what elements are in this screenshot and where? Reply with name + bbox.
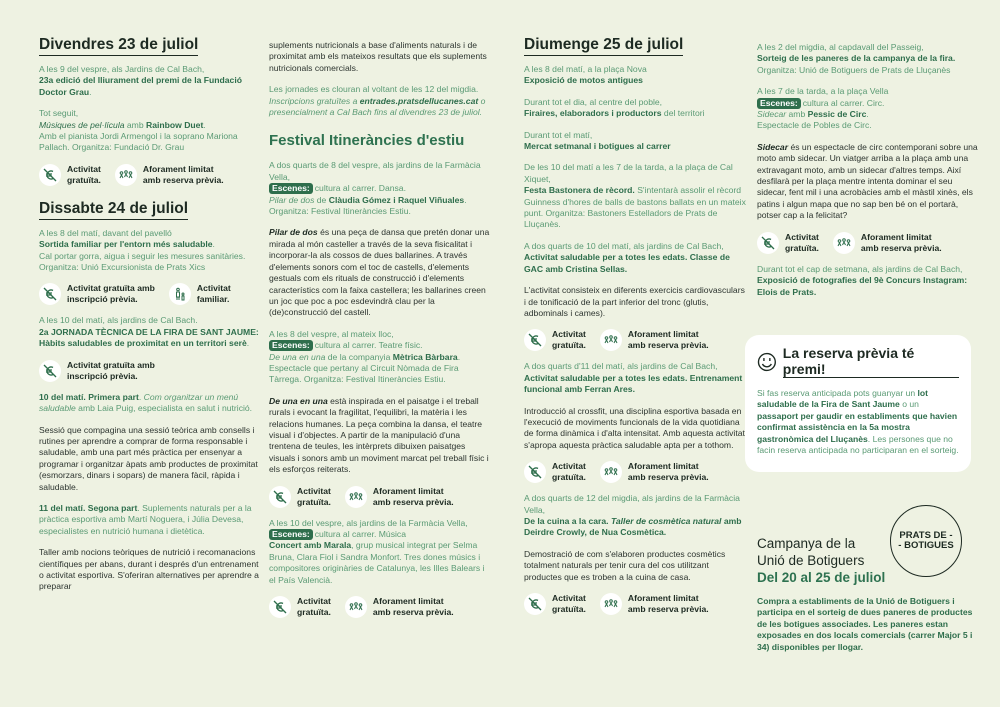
badge-free: Activitat gratuïta. [269, 596, 331, 618]
column-1 [39, 36, 261, 603]
session-description: Taller amb nocions teòriques de nutrició i recomanacions científiques per abans, durant i després d'un entrenament o activitat esportiva. S'oferiran alternatives per aprendre a preparar [39, 547, 259, 592]
people-group-icon [600, 461, 622, 483]
people-group-icon [600, 329, 622, 351]
badges [524, 461, 746, 483]
badges [757, 232, 979, 254]
event: Durant tot el dia, al centre del poble, Firaires, elaboradors i productors del territori [524, 96, 705, 119]
registration-link[interactable]: entrades.pratsdellucanes.cat [359, 95, 479, 106]
badge-limited: Aforament limitat amb reserva prèvia. [600, 329, 709, 351]
day-title-sunday: Diumenge 25 de juliol [524, 36, 683, 56]
event: De les 10 del matí a les 7 de la tarda, a la plaça de Cal Xiquet, Festa Bastonera de rècord. S'intentarà assolir el rècord Guinness d'hores de balls de bastons ballats en un mateix punt. Organitza: Bastoners Estelladors de Prats de Lluçanès. [524, 162, 746, 230]
no-euro-icon [39, 360, 61, 382]
day-title-friday: Divendres 23 de juliol [39, 36, 198, 56]
badge-limited: Aforament limitat amb reserva prèvia. [345, 596, 454, 618]
badge-free-registration: Activitat gratuïta amb inscripció prèvia. [39, 360, 155, 382]
badge-free: Activitat gratuïta. [39, 164, 101, 186]
botiguers-logo: PRATS DE - - BOTIGUES [890, 505, 962, 577]
badge-free: Activitat gratuïta. [269, 486, 331, 508]
event: A les 8 del matí, davant del pavelló Sortida familiar per l'entorn més saludable. Cal portar gorra, aigua i seguir les mesures sanitàries. Organitza: Unió Excursionista de Prats Xics [39, 227, 246, 273]
session-part-2: 11 del matí. Segona part. Suplements naturals per a la pràctica esportiva amb Martí Noguera, i Júlia Devesa, especialistes en nutrició humana i dietètica. [39, 502, 252, 536]
registration-info: Les jornades es clouran al voltant de les 12 del migdia. Inscripcions gratuïtes a entrades.pratsdellucanes.cat o presencialment a Cal Bach fins al divendres 23 de juliol. [269, 84, 486, 118]
escenes-tag: Escenes: [269, 340, 313, 351]
escenes-tag: Escenes: [757, 98, 801, 109]
event: A dos quarts de 12 del migdia, als jardins de la Farmàcia Vella, De la cuina a la cara. Taller de cosmètica natural amb Deirdre Crowly, de Nua Cosmètica. [524, 493, 742, 538]
badge-limited: Aforament limitat amb reserva prèvia. [833, 232, 942, 254]
badges [39, 283, 261, 305]
badge-limited: Aforament limitat amb reserva prèvia. [345, 486, 454, 508]
badge-free: Activitat gratuïta. [757, 232, 819, 254]
badge-free: Activitat gratuïta. [524, 593, 586, 615]
badge-free: Activitat gratuïta. [524, 329, 586, 351]
people-group-icon [833, 232, 855, 254]
event: A dos quarts de 8 del vespre, als jardins de la Farmàcia Vella, Escenes: cultura al carrer. Dansa. Pilar de dos de Clàudia Gómez i Raquel Viñuales. Organitza: Festival Itineràncies Estiu. [269, 160, 481, 217]
prize-title: La reserva prèvia té premi! [757, 345, 959, 378]
event: A les 8 del matí, a la plaça Nova Exposició de motos antigues [524, 64, 647, 86]
session-description: Sessió que compagina una sessió teòrica amb consells i rutines per aprendre a comprar de forma responsable i saludable, amb una part més pràctica per ensenyar a programar i organitzar àpats amb productes de proximitat (esmorzars, dinars i sopars) de manera fàcil, ràpida i saludable. [39, 424, 258, 492]
badges [269, 486, 491, 508]
family-icon [169, 283, 191, 305]
event: A les 2 del migdia, al capdavall del Passeig, Sorteig de les paneres de la campanya de la fira. Organitza: Unió de Botiguers de Prats de Lluçanès [757, 42, 956, 75]
people-group-icon [345, 596, 367, 618]
no-euro-icon [269, 596, 291, 618]
festival-title: Festival Itineràncies d'estiu [269, 132, 465, 150]
badge-family: Activitat familiar. [169, 283, 231, 305]
prize-text: Si fas reserva anticipada pots guanyar un lot saludable de la Fira de Sant Jaume o un passaport per gaudir en establiments que havien confirmat assistència en la 5a mostra gastronòmica del Lluçanès. Les persones que no facin reserva anticipada no participaran en el sorteig. [757, 388, 959, 456]
people-group-icon [345, 486, 367, 508]
escenes-tag: Escenes: [269, 183, 313, 194]
badges [39, 360, 261, 382]
badges [39, 164, 261, 186]
badge-free-registration: Activitat gratuïta amb inscripció prèvia. [39, 283, 155, 305]
column-2: suplements nutricionals a base d'aliments naturals i de proximitat amb els mateixos resultats que els suplements nutricionals comercials. Les jornades es clouran al voltant de les 12 del migdia. Inscripcions gratuïtes a entrades.pratsdellucanes.cat o presencialment a Cal Bach fins al divendres 23 de juliol. Festival Itineràncies d'estiu A dos quarts de 8 del vespre, als jardins de la Farmàcia Vella, Escenes: cultura al carrer. Dansa. Pilar de dos de Clàudia Gómez i Raquel Viñuales. Organitza: Festival Itineràncies Estiu. Pilar de dos és una peça de dansa que pretén donar una mirada al món casteller a través de la seva fisicalitat i incorporar-la als cossos de dues ballarines. A través d'elements sonors com el toc de castells, d'elements gestuals com els rituals de construcció i d'elements característics com la faixa castellera; les ballarines creen un joc que poc a poc esdevindrà clau per la (de)construcció del castell. A les 8 del vespre, al mateix lloc, Escenes: cultura al carrer. Teatre físic. De una en una de la companyia Mètrica Bàrbara. Espectacle que pertany al Circuit Nòmada de Fira Tàrrega. Organitza: Festival Itineràncies Estiu. De una en una està inspirada en el paisatge i el treball rurals i evocant la fragilitat, l'equilibri, la matèria i les relacions humanes. La peça combina la dansa, el teatre visual i d'objectes. A partir de la manipulació d'una trentena de teules, les intèrprets dibuixen paisatges visuals i sonors amb un moviment marcat pel treball físic i els esforços reiterats. Activitat gratuïta. Aforament limitat amb reserva prèvia. A les 10 del vespre, als jardins de la Farmàcia Vella, Escenes: cultura al carrer. Música Concert amb Marala, grup musical integrat per Selma Bruna, Clara Fiol i Sandra Monfort. Tres dones músics i compositores originàries de Catalunya, les Illes Balears i el País Valencià. Activitat gratuïta. Aforament limitat amb reserva prèvia. [269, 40, 490, 618]
people-group-icon [115, 164, 137, 186]
event: A les 10 del matí, als jardins de Cal Bach. 2a JORNADA TÈCNICA DE LA FIRA DE SANT JAUME: Hàbits saludables de proximitat en un territori serè. [39, 315, 259, 349]
badges [524, 593, 746, 615]
prize-box [745, 335, 971, 472]
event: A les 10 del vespre, als jardins de la Farmàcia Vella, Escenes: cultura al carrer. Música Concert amb Marala, grup musical integrat per Selma Bruna, Clara Fiol i Sandra Monfort. Tres dones músics i compositores originàries de Catalunya, les Illes Balears i el País Valencià. [269, 517, 485, 585]
no-euro-icon [524, 461, 546, 483]
badge-limited: Aforament limitat amb reserva prèvia. [600, 593, 709, 615]
event: A les 7 de la tarda, a la plaça Vella Escenes: cultura al carrer. Circ. Sidecar amb Pessic de Circ. Espectacle de Pobles de Circ. [757, 86, 889, 131]
event: A dos quarts de 10 del matí, als jardins de Cal Bach, Activitat saludable per a totes les edats. Classe de GAC amb Cristina Sellas. [524, 240, 730, 274]
badge-free: Activitat gratuïta. [524, 461, 586, 483]
event: Durant tot el matí, Mercat setmanal i botigues al carrer [524, 129, 671, 152]
escenes-tag: Escenes: [269, 529, 313, 540]
event: Tot seguit, Músiques de pel·lícula amb Rainbow Duet. Amb el pianista Jordi Armengol i la soprano Mariona Pallach. Organitza: Fundació Dr. Grau [39, 108, 238, 153]
event: A les 8 del vespre, al mateix lloc, Escenes: cultura al carrer. Teatre físic. De una en una de la companyia Mètrica Bàrbara. Espectacle que pertany al Circuit Nòmada de Fira Tàrrega. Organitza: Festival Itineràncies Estiu. [269, 328, 461, 385]
column-3: Diumenge 25 de juliol A les 8 del matí, a la plaça Nova Exposició de motos antigues Durant tot el dia, al centre del poble, Firaires, elaboradors i productors del territori Durant tot el matí, Mercat setmanal i botigues al carrer De les 10 del matí a les 7 de la tarda, a la plaça de Cal Xiquet, Festa Bastonera de rècord. S'intentarà assolir el rècord Guinness d'hores de balls de bastons ballats en un mateix punt. Organitza: Bastoners Estelladors de Prats de Lluçanès. A dos quarts de 10 del matí, als jardins de Cal Bach, Activitat saludable per a totes les edats. Classe de GAC amb Cristina Sellas. L'activitat consisteix en diferents exercicis cardiovasculars i de tonificació de la part inferior del tronc (glutis, adbominals i cames). Activitat gratuïta. Aforament limitat amb reserva prèvia. A dos quarts d'11 del matí, als jardins de Cal Bach, Activitat saludable per a totes les edats. Entrenament funcional amb Ferran Ares. Introducció al crossfit, una disciplina esportiva basada en l'execució de moviments funcionals de la vida quotidiana de forma dinàmica i d'alta intensitat. Amb aquesta activitat s'apropa aquesta pràctica saludable apta per a tothom. Activitat gratuïta. Aforament limitat amb reserva prèvia. A dos quarts de 12 del migdia, als jardins de la Farmàcia Vella, De la cuina a la cara. Taller de cosmètica natural amb Deirdre Crowly, de Nua Cosmètica. Demostració de com s'elaboren productes cosmètics totalment naturals per tenir cura del cos utilitzant productes que es troben a la cuina de casa. Activitat gratuïta. Aforament limitat amb reserva prèvia. [524, 36, 746, 614]
badges [269, 596, 491, 618]
no-euro-icon [524, 593, 546, 615]
people-group-icon [600, 593, 622, 615]
event: Durant tot el cap de setmana, als jardins de Cal Bach, Exposició de fotografies del 9è Concurs Instagram: Elois de Prats. [757, 263, 968, 297]
no-euro-icon [269, 486, 291, 508]
column-4: A les 2 del migdia, al capdavall del Passeig, Sorteig de les paneres de la campanya de la fira. Organitza: Unió de Botiguers de Prats de Lluçanès A les 7 de la tarda, a la plaça Vella Escenes: cultura al carrer. Circ. Sidecar amb Pessic de Circ. Espectacle de Pobles de Circ. Sidecar és un espectacle de circ contemporani sobre una moto amb sidecar. Un viatger arriba a la plaça amb una extravagant moto, amb un sidecar d'altres temps. Així desfilarà per la plaça mentre intenta dominar el seu sidecar, fent mil i una acrobàcies amb el màstil xinès, els patins i algun mapa que no sap ben bé on el portarà, potser cap a la felicitat? Activitat gratuïta. Aforament limitat amb reserva prèvia. Durant tot el cap de setmana, als jardins de Cal Bach, Exposició de fotografies del 9è Concurs Instagram: Elois de Prats. [757, 42, 978, 297]
smiley-icon [757, 352, 777, 372]
no-euro-icon [39, 283, 61, 305]
no-euro-icon [39, 164, 61, 186]
badges [524, 329, 746, 351]
no-euro-icon [757, 232, 779, 254]
event: A dos quarts d'11 del matí, als jardins de Cal Bach, Activitat saludable per a totes les edats. Entrenament funcional amb Ferran Ares. [524, 361, 743, 395]
no-euro-icon [524, 329, 546, 351]
badge-limited: Aforament limitat amb reserva prèvia. [600, 461, 709, 483]
campaign: Campanya de la Unió de Botiguers Del 20 al 25 de juliol Compra a establiments de la Unió de Botiguers i participa en el sorteig de dues paneres de productes de les botigues associades. Les paneres estan exposades en dos locals comercials (carrer Major 5 i 34) disponibles per llogar. [757, 536, 973, 652]
session-part-1: 10 del matí. Primera part. Com organitzar un menú saludable amb Laia Puig, especialista en salut i nutrició. [39, 391, 253, 414]
event: A les 9 del vespre, als Jardins de Cal Bach, 23a edició del lliurament del premi de la Fundació Doctor Grau. [39, 64, 242, 97]
badge-limited: Aforament limitat amb reserva prèvia. [115, 164, 224, 186]
day-title-saturday: Dissabte 24 de juliol [39, 200, 188, 220]
